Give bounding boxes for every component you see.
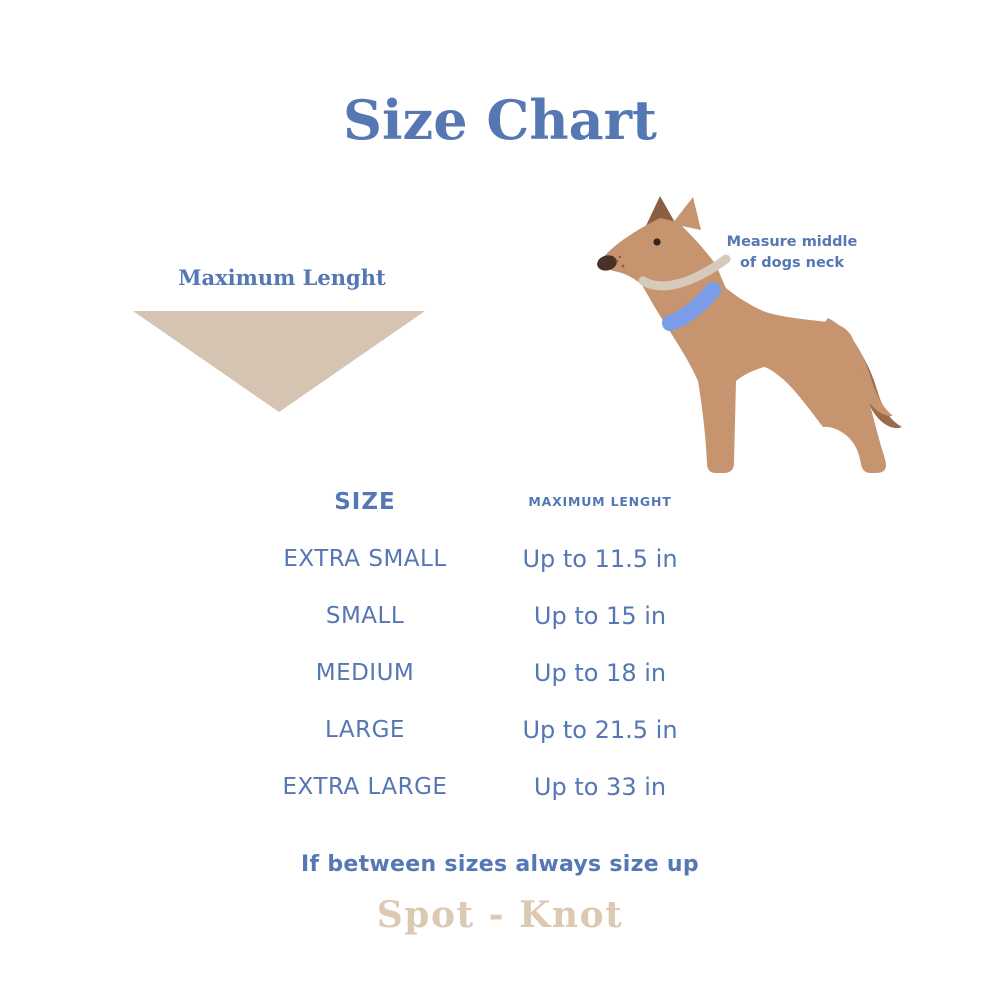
dog-illustration (580, 180, 910, 480)
max-length-value: Up to 21.5 in (522, 715, 678, 744)
brand-logo: Spot - Knot (376, 894, 624, 936)
column-header-size: SIZE (334, 488, 396, 515)
bandana-max-length-label: Maximum Lenght (178, 265, 386, 290)
annotation-line-2: of dogs neck (739, 255, 845, 271)
bandana-triangle-icon (133, 311, 425, 412)
max-length-value: Up to 11.5 in (522, 544, 678, 573)
size-label: SMALL (325, 602, 405, 629)
size-label: EXTRA SMALL (283, 545, 447, 572)
size-label: EXTRA LARGE (282, 773, 448, 800)
max-length-value: Up to 18 in (533, 658, 667, 687)
size-table (230, 473, 700, 815)
size-label: MEDIUM (315, 659, 415, 686)
dog-freckle (616, 260, 619, 263)
neck-measure-annotation (697, 232, 887, 274)
sizing-note: If between sizes always size up (301, 852, 699, 877)
dog-freckle (619, 256, 621, 258)
max-length-value: Up to 33 in (533, 772, 667, 801)
column-header-max-length: MAXIMUM LENGHT (528, 494, 672, 509)
annotation-line-1: Measure middle (726, 234, 858, 250)
max-length-value: Up to 15 in (533, 601, 667, 630)
page-title: Size Chart (343, 88, 657, 152)
dog-eye (653, 238, 660, 245)
dog-freckle (622, 265, 625, 268)
size-label: LARGE (325, 716, 405, 743)
